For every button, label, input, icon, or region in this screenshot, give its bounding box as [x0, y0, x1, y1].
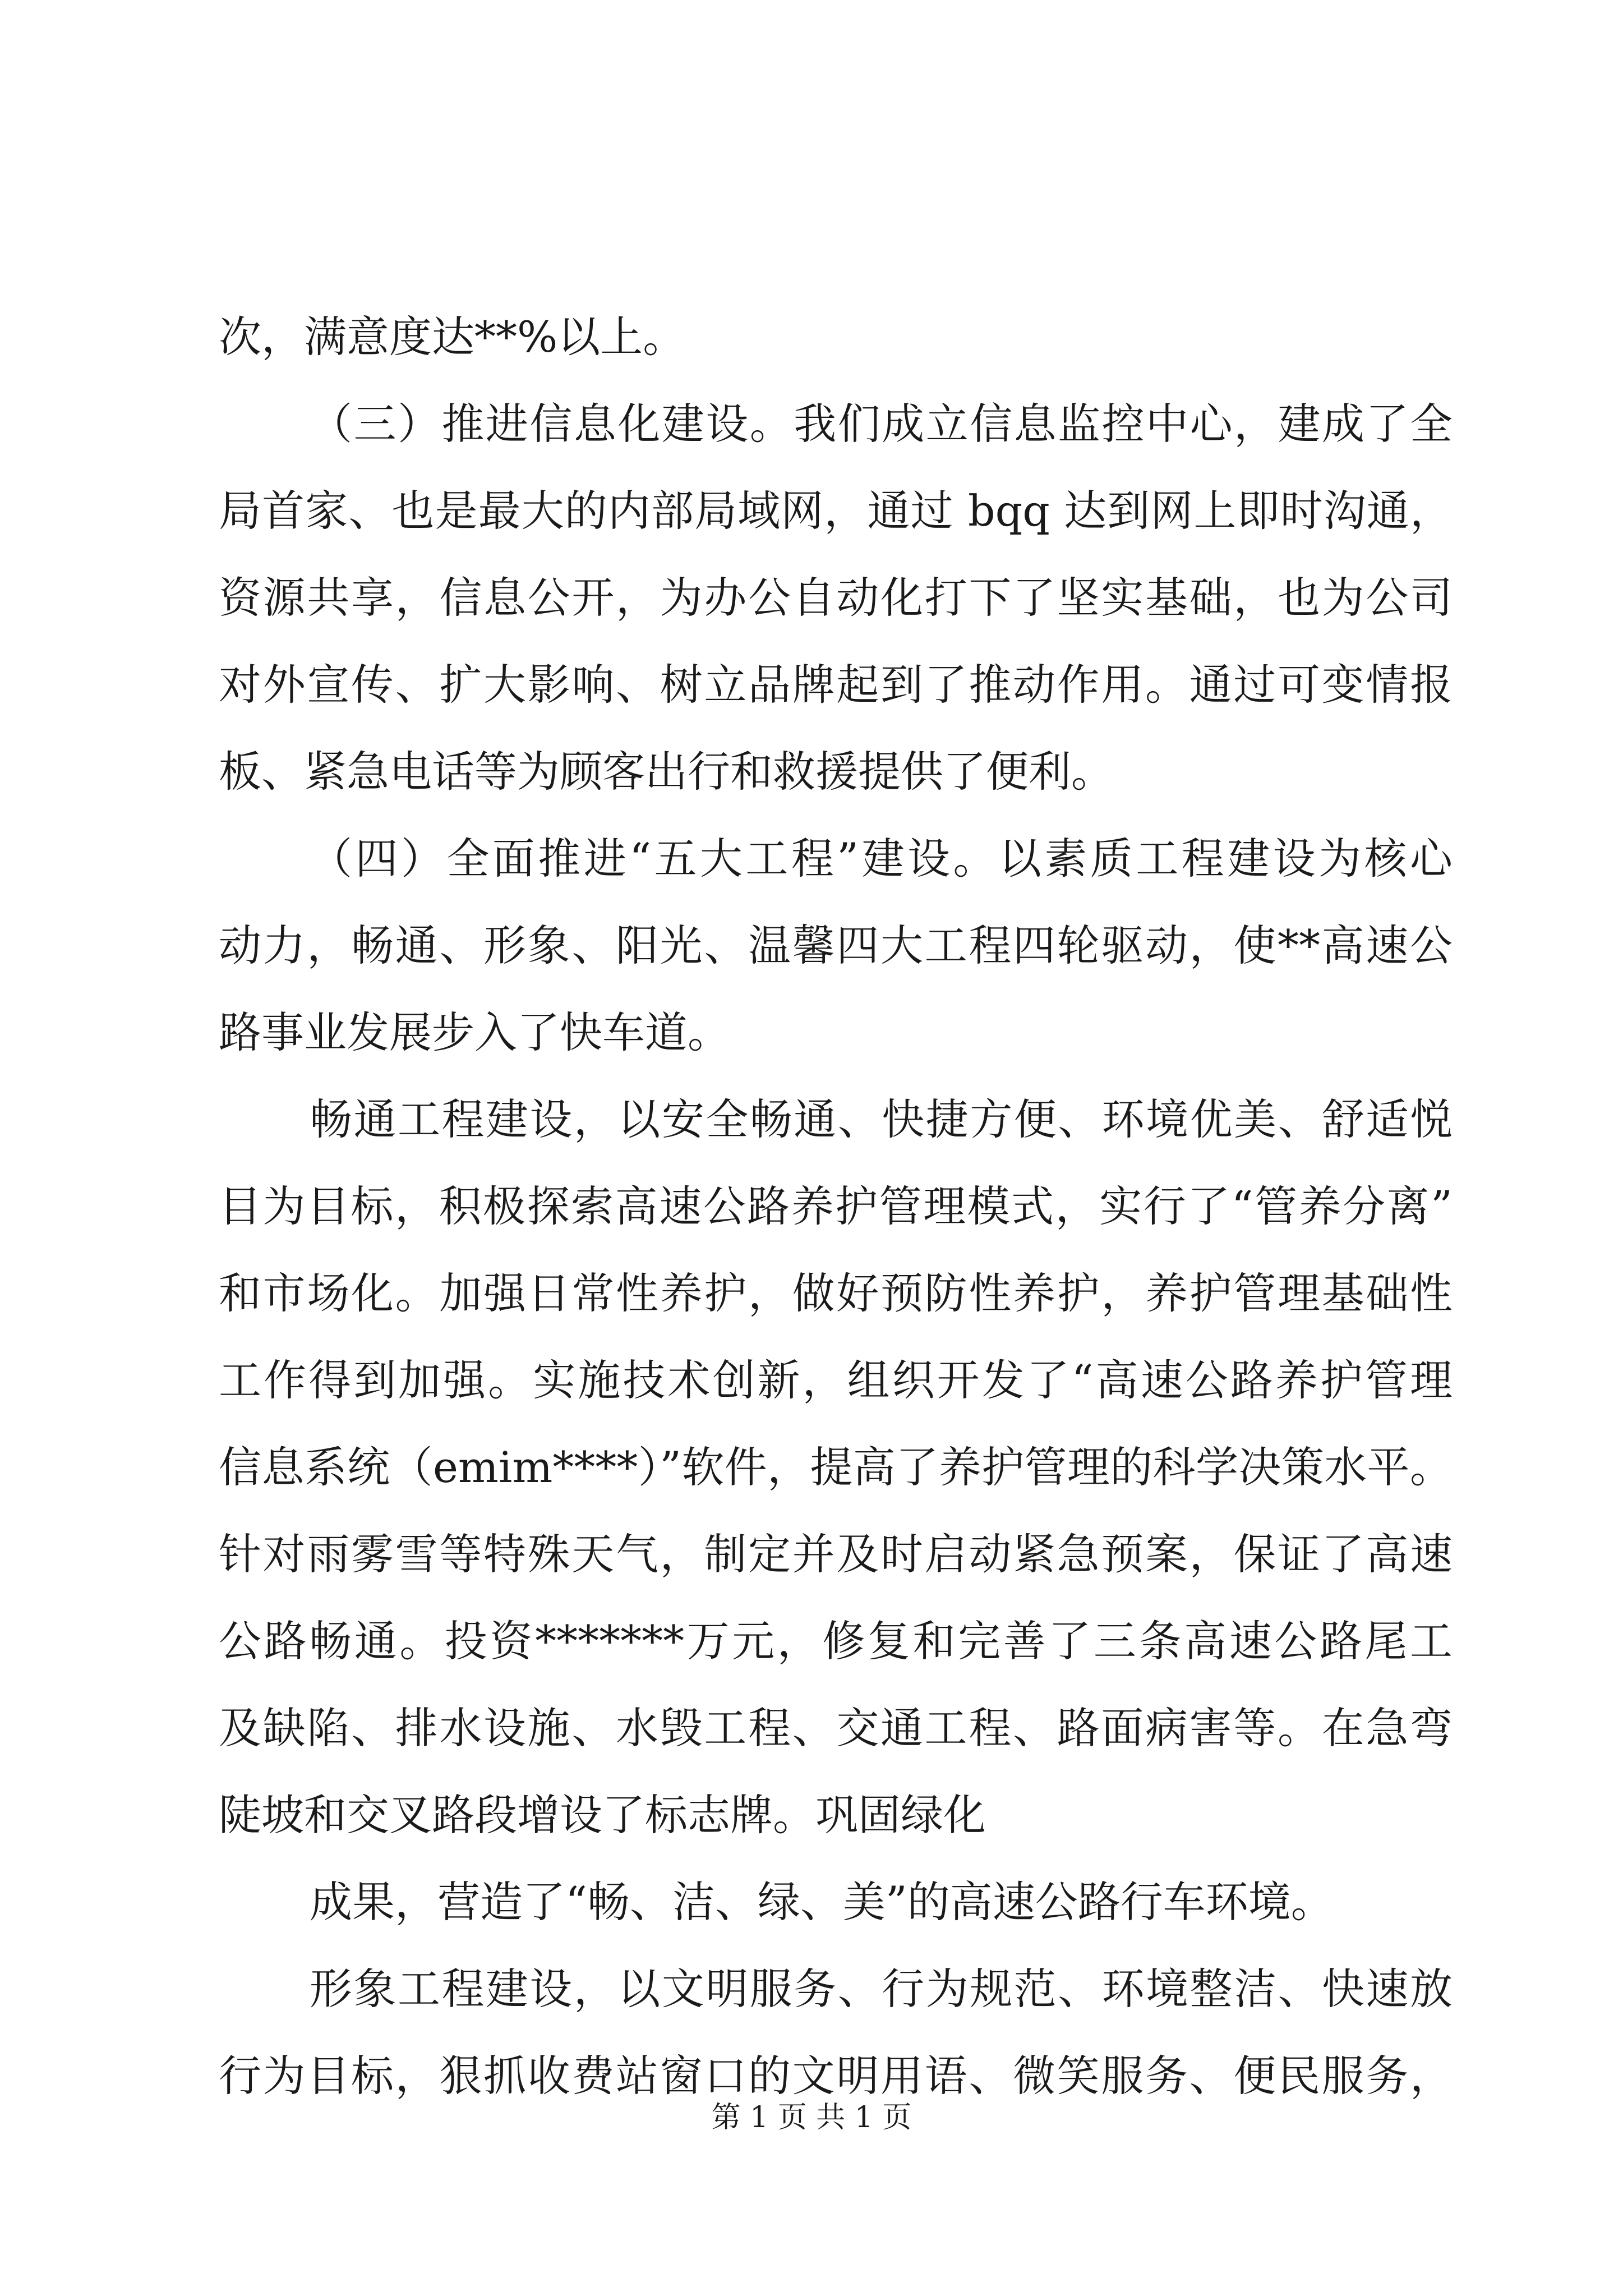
paragraph-line: 行为目标，狠抓收费站窗口的文明用语、微笑服务、便民服务，	[219, 2051, 1453, 2101]
page-footer	[0, 2098, 1623, 2137]
document-body	[219, 306, 1453, 2132]
paragraph-line: （三）推进信息化建设。我们成立信息监控中心，建成了全	[310, 399, 1453, 449]
paragraph-line: 动力，畅通、形象、阳光、温馨四大工程四轮驱动，使**高速公	[219, 921, 1453, 970]
paragraph-line: （四）全面推进“五大工程”建设。以素质工程建设为核心	[310, 834, 1453, 884]
paragraph-line: 目为目标，积极探索高速公路养护管理模式，实行了“管养分离”	[219, 1181, 1453, 1231]
paragraph-line: 路事业发展步入了快车道。	[219, 1007, 730, 1057]
paragraph-line: 板、紧急电话等为顾客出行和救援提供了便利。	[219, 747, 1114, 797]
paragraph-line: 工作得到加强。实施技术创新，组织开发了“高速公路养护管理	[219, 1355, 1453, 1405]
paragraph-line: 信息系统（emim****）”软件，提高了养护管理的科学决策水平。	[219, 1442, 1453, 1492]
paragraph-line: 和市场化。加强日常性养护，做好预防性养护，养护管理基础性	[219, 1268, 1453, 1318]
paragraph-line: 针对雨雾雪等特殊天气，制定并及时启动紧急预案，保证了高速	[219, 1529, 1453, 1579]
paragraph-line: 陡坡和交叉路段增设了标志牌。巩固绿化	[219, 1790, 986, 1840]
paragraph-line: 对外宣传、扩大影响、树立品牌起到了推动作用。通过可变情报	[219, 660, 1453, 710]
paragraph-line: 公路畅通。投资*******万元，修复和完善了三条高速公路尾工	[219, 1616, 1453, 1666]
paragraph-line: 及缺陷、排水设施、水毁工程、交通工程、路面病害等。在急弯	[219, 1703, 1453, 1753]
page-number-label: 第 1 页 共 1 页	[711, 2101, 912, 2134]
paragraph-line: 形象工程建设，以文明服务、行为规范、环境整洁、快速放	[310, 1964, 1453, 2014]
paragraph-line: 局首家、也是最大的内部局域网，通过 bqq 达到网上即时沟通，	[219, 486, 1453, 536]
paragraph-line: 次，满意度达**%以上。	[219, 312, 686, 362]
paragraph-line: 资源共享，信息公开，为办公自动化打下了坚实基础，也为公司	[219, 573, 1453, 623]
paragraph-line: 畅通工程建设，以安全畅通、快捷方便、环境优美、舒适悦	[310, 1094, 1453, 1144]
paragraph-line: 成果，营造了“畅、洁、绿、美”的高速公路行车环境。	[310, 1877, 1334, 1927]
